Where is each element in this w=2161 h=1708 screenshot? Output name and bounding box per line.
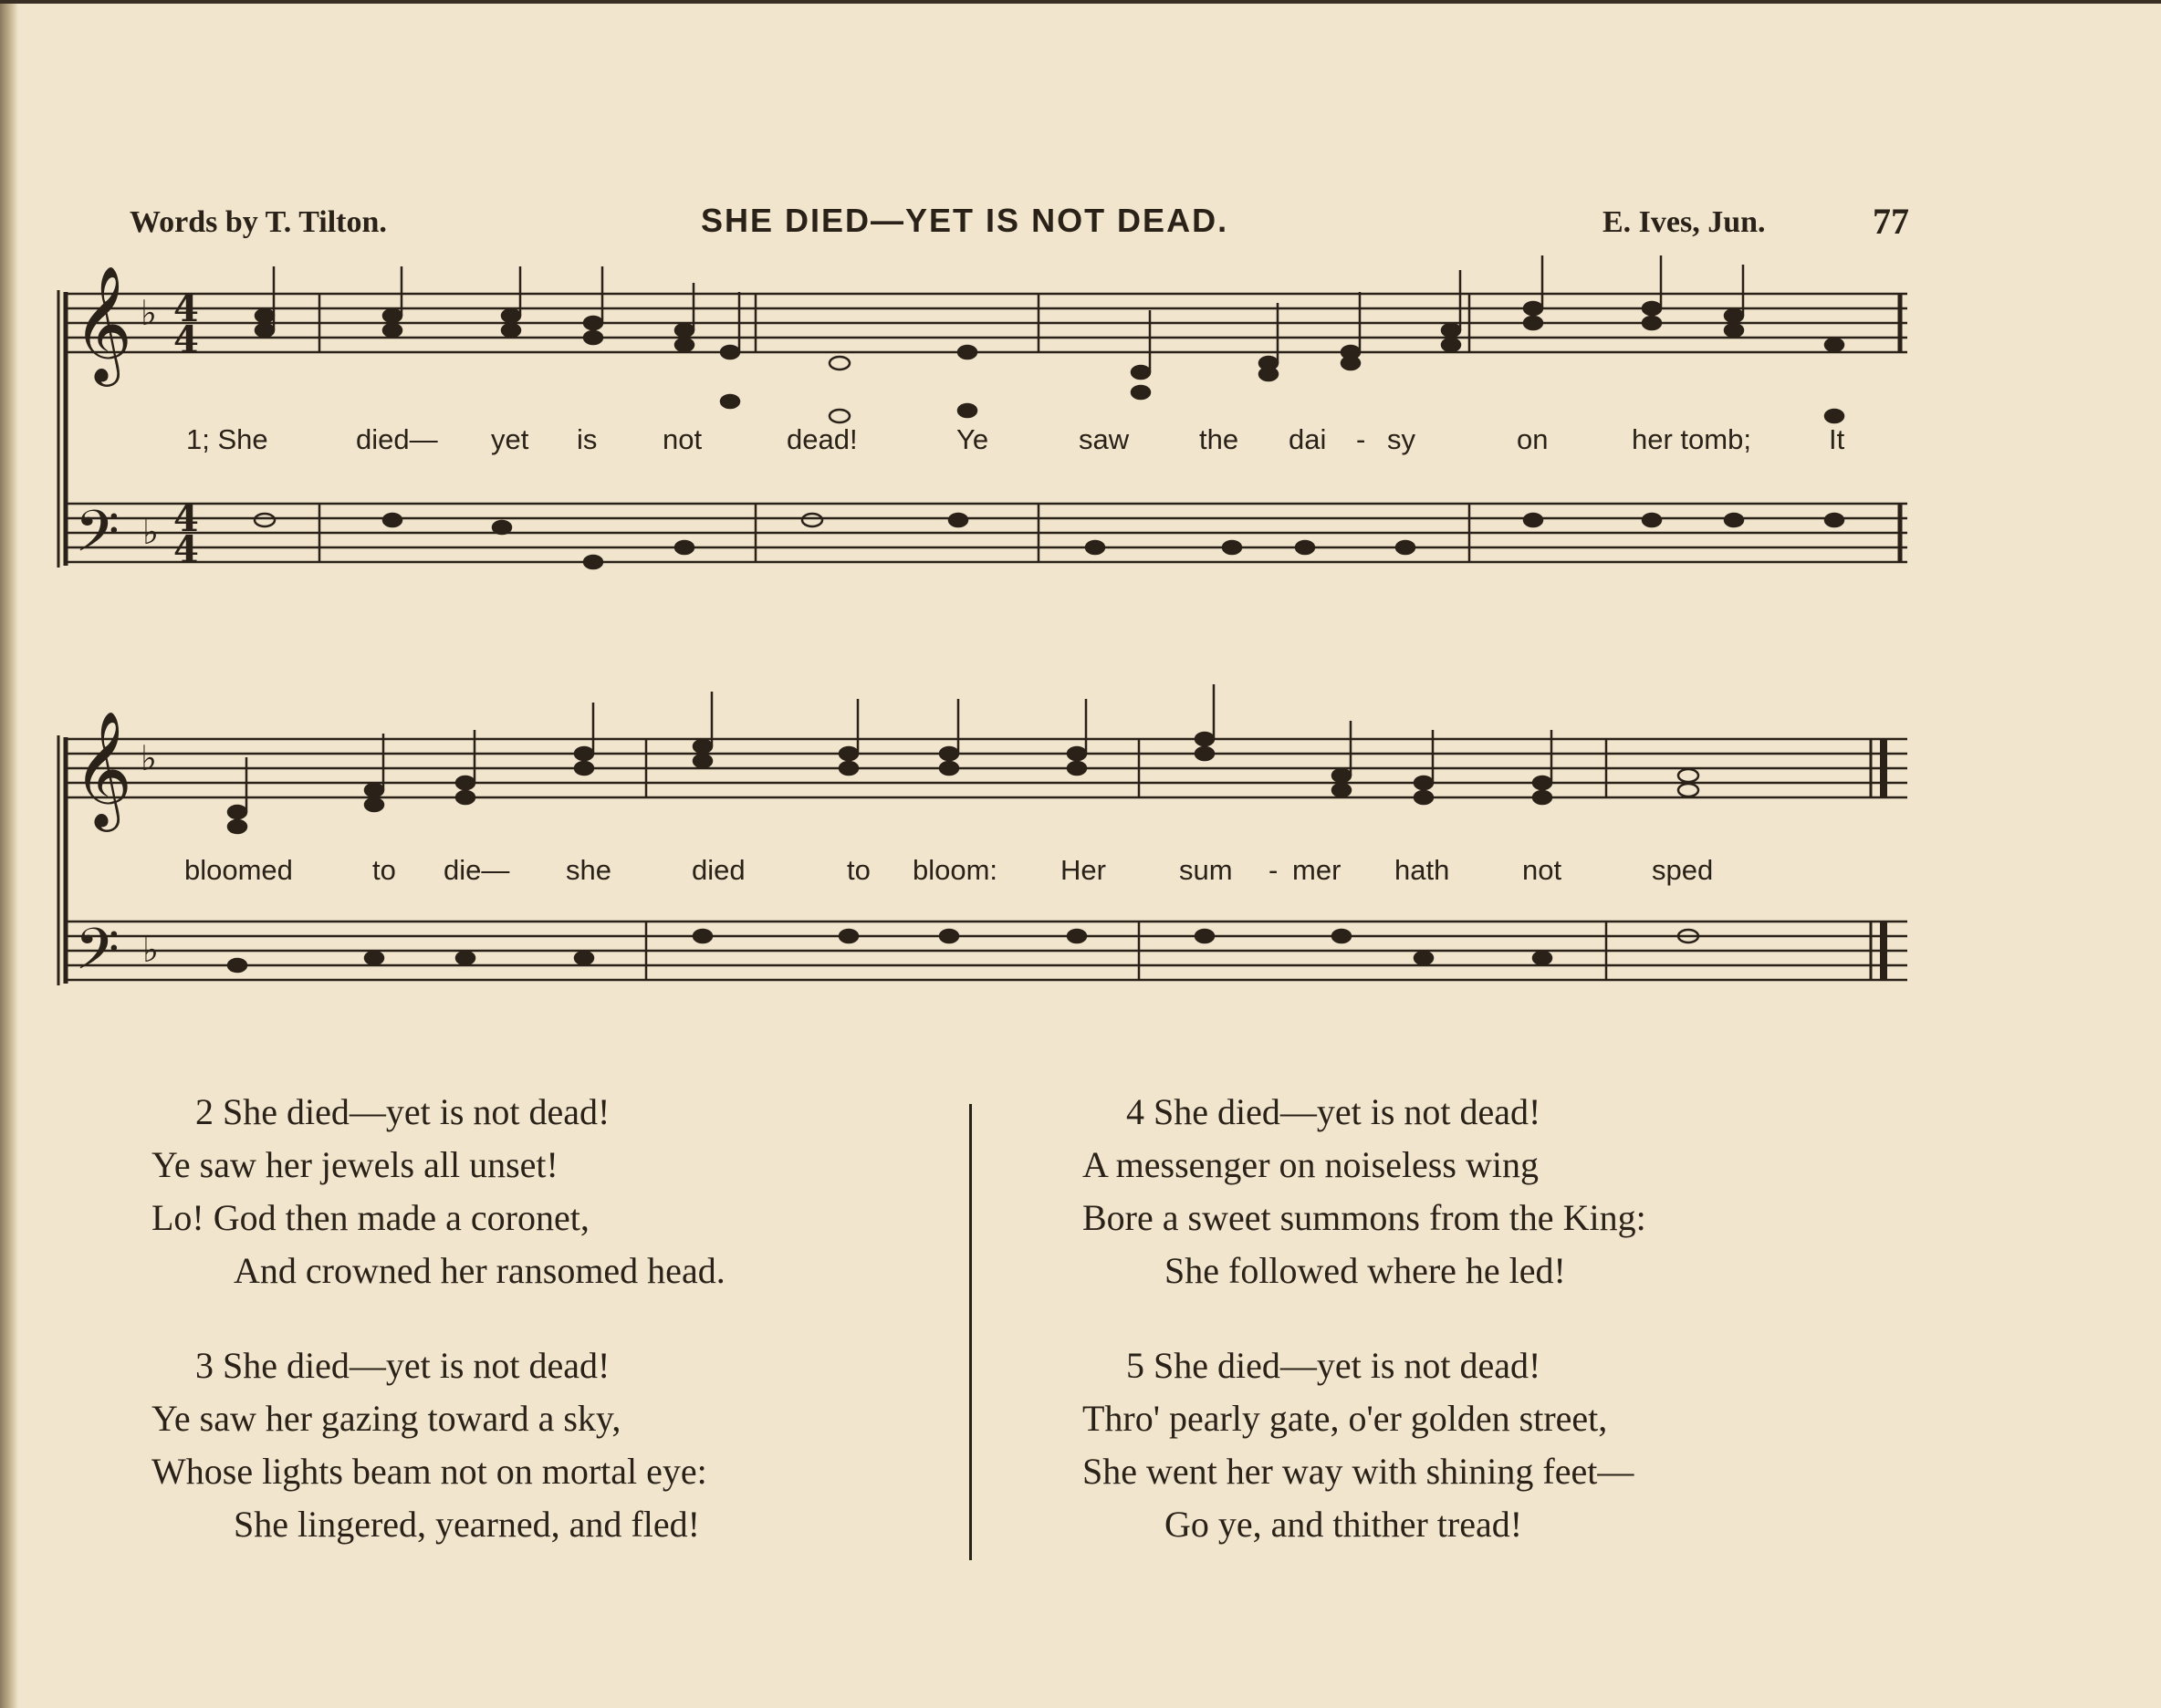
verse-line: Bore a sweet summons from the King: [1082, 1197, 1646, 1238]
lyric-word: yet [491, 423, 529, 455]
hymn-title: SHE DIED—YET IS NOT DEAD. [701, 202, 1229, 239]
lyric-word: dead! [787, 423, 858, 455]
svg-text:♭: ♭ [142, 930, 159, 970]
lyric-word: sum [1179, 854, 1233, 886]
lyric-word: died— [356, 423, 438, 455]
lyric-word: mer [1292, 854, 1341, 886]
svg-text:4: 4 [173, 497, 199, 540]
page-number: 77 [1873, 201, 1909, 242]
lyric-word: 1; She [186, 423, 268, 455]
lyric-word: not [663, 423, 703, 455]
lyric-word: not [1522, 854, 1562, 886]
additional-verses [0, 1086, 2161, 1597]
verse-line: 4 She died—yet is not dead! [1126, 1091, 1541, 1132]
verse-line: 5 She died—yet is not dead! [1126, 1345, 1541, 1386]
verse-line: She followed where he led! [1164, 1250, 1566, 1291]
verse-line: Ye saw her gazing toward a sky, [151, 1398, 621, 1439]
lyric-word: sy [1387, 423, 1415, 455]
lyric-word: on [1517, 423, 1549, 455]
verse-2 [151, 1086, 726, 1297]
score-staves-2 [46, 684, 1907, 1022]
lyricist-credit: Words by T. Tilton. [130, 205, 387, 239]
treble-clef-icon: 𝄞 [73, 265, 133, 381]
verse-line: Whose lights beam not on mortal eye: [151, 1451, 707, 1492]
svg-text:♭: ♭ [141, 293, 157, 333]
lyric-word: bloomed [184, 854, 293, 886]
verse-line: 3 She died—yet is not dead! [195, 1345, 611, 1386]
lyric-word: is [577, 423, 598, 455]
column-divider [969, 1104, 972, 1560]
lyric-word: die— [444, 854, 510, 886]
notes-system-1 [255, 255, 1843, 568]
verse-line: Thro' pearly gate, o'er golden street, [1082, 1398, 1608, 1439]
lyric-word: bloom: [913, 854, 998, 886]
verse-line: A messenger on noiseless wing [1082, 1144, 1539, 1185]
verse-line: Ye saw her jewels all unset! [151, 1144, 559, 1185]
lyric-word: - [1356, 423, 1366, 455]
svg-text:♭: ♭ [142, 512, 159, 552]
verse-line: She went her way with shining feet— [1082, 1451, 1634, 1492]
lyric-word: her tomb; [1632, 423, 1751, 455]
lyric-word: the [1199, 423, 1239, 455]
lyric-word: to [372, 854, 396, 886]
svg-text:4: 4 [173, 287, 199, 330]
verse-5 [1082, 1339, 1634, 1551]
verse-4 [1082, 1086, 1646, 1297]
svg-text:4: 4 [173, 318, 199, 361]
verse-line: 2 She died—yet is not dead! [195, 1091, 611, 1132]
top-border [0, 0, 2161, 4]
lyric-word: sped [1652, 854, 1714, 886]
lyric-word: hath [1394, 854, 1450, 886]
lyric-word: dai [1289, 423, 1327, 455]
bass-clef-icon: 𝄢 [75, 497, 120, 578]
lyric-word: died [692, 854, 746, 886]
verse-line: And crowned her ransomed head. [234, 1250, 726, 1291]
lyrics-line-2 [46, 854, 1962, 894]
verse-line: She lingered, yearned, and fled! [234, 1504, 700, 1545]
svg-text:♭: ♭ [141, 738, 157, 778]
lyric-word: - [1268, 854, 1279, 886]
treble-clef-icon: 𝄞 [73, 710, 133, 827]
verse-line: Go ye, and thither tread! [1164, 1504, 1523, 1545]
music-system-1 [46, 255, 1907, 602]
lyric-word: saw [1079, 423, 1130, 455]
lyrics-line-1 [46, 423, 1962, 463]
svg-text:4: 4 [173, 528, 199, 571]
notes-system-2 [228, 684, 1698, 972]
composer-credit: E. Ives, Jun. [1602, 205, 1766, 239]
verse-3 [151, 1339, 707, 1551]
bass-clef-icon: 𝄢 [75, 915, 120, 996]
music-system-2 [46, 684, 1907, 1022]
lyric-word: Her [1060, 854, 1106, 886]
lyric-word: she [566, 854, 611, 886]
lyric-word: to [847, 854, 871, 886]
lyric-word: Ye [956, 423, 989, 455]
lyric-word: It [1829, 423, 1845, 455]
verse-line: Lo! God then made a coronet, [151, 1197, 590, 1238]
page-header [0, 201, 2161, 251]
